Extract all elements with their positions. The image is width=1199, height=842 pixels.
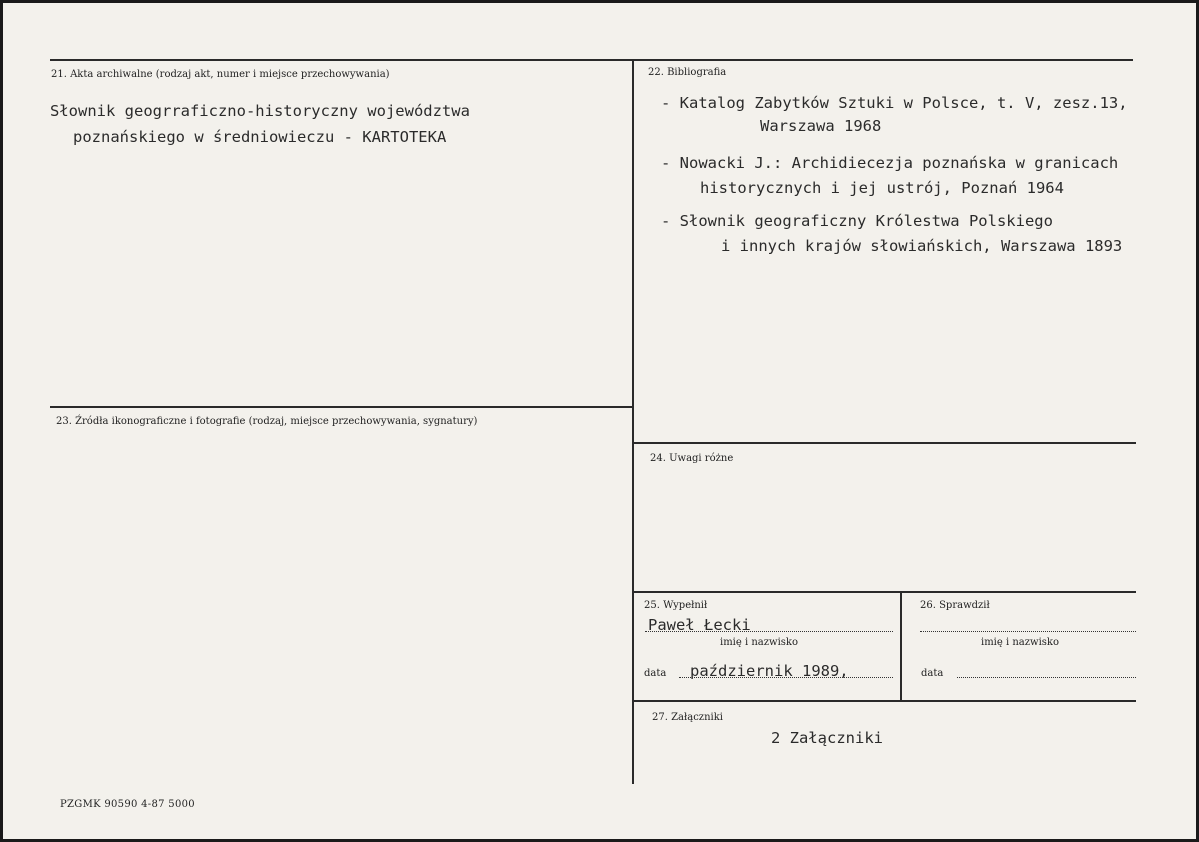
filled-by-date-line bbox=[679, 677, 893, 678]
bibliography-entry-2: - Nowacki J.: Archidiecezja poznańska w granicach bbox=[661, 154, 1119, 172]
section-21-label: 21. Akta archiwalne (rodzaj akt, numer i miejsce przechowywania) bbox=[51, 69, 390, 80]
top-rule bbox=[50, 59, 1133, 61]
bibliography-entry-1-cont: Warszawa 1968 bbox=[760, 117, 882, 135]
rule-25 bbox=[634, 591, 1136, 593]
checked-by-date-line bbox=[957, 677, 1136, 678]
section-27-label: 27. Załączniki bbox=[652, 712, 723, 723]
rule-23 bbox=[50, 406, 632, 408]
checked-by-date-label: data bbox=[921, 668, 944, 679]
bibliography-entry-3: - Słownik geograficzny Królestwa Polskiego bbox=[661, 212, 1053, 230]
archive-line-2: poznańskiego w średniowieczu - KARTOTEKA bbox=[73, 128, 447, 146]
rule-24 bbox=[634, 442, 1136, 444]
filled-by-name: Paweł Łecki bbox=[648, 616, 751, 634]
checked-by-name-caption: imię i nazwisko bbox=[981, 637, 1059, 648]
bibliography-entry-2-cont: historycznych i jej ustrój, Poznań 1964 bbox=[700, 179, 1064, 197]
vertical-divider-26 bbox=[900, 593, 902, 701]
filled-by-name-caption: imię i nazwisko bbox=[720, 637, 798, 648]
vertical-divider bbox=[632, 59, 634, 784]
filled-by-date-label: data bbox=[644, 668, 667, 679]
section-26-label: 26. Sprawdził bbox=[920, 600, 990, 611]
bibliography-entry-3-cont: i innych krajów słowiańskich, Warszawa 1893 bbox=[721, 237, 1123, 255]
record-card bbox=[3, 3, 1196, 839]
section-22-label: 22. Bibliografia bbox=[648, 67, 727, 78]
bibliography-entry-1: - Katalog Zabytków Sztuki w Polsce, t. V, zesz.13, bbox=[661, 94, 1128, 112]
rule-27 bbox=[634, 700, 1136, 702]
form-code: PZGMK 90590 4-87 5000 bbox=[60, 799, 195, 810]
filled-by-name-line bbox=[645, 631, 893, 632]
filled-by-date: październik 1989, bbox=[690, 662, 849, 680]
section-25-label: 25. Wypełnił bbox=[644, 600, 708, 611]
checked-by-name-line bbox=[920, 631, 1136, 632]
section-24-label: 24. Uwagi różne bbox=[650, 453, 734, 464]
attachments-value: 2 Załączniki bbox=[771, 729, 883, 747]
archive-line-1: Słownik geogrraficzno-historyczny województwa bbox=[50, 102, 470, 120]
section-23-label: 23. Źródła ikonograficzne i fotografie (rodzaj, miejsce przechowywania, sygnatury) bbox=[56, 416, 478, 427]
